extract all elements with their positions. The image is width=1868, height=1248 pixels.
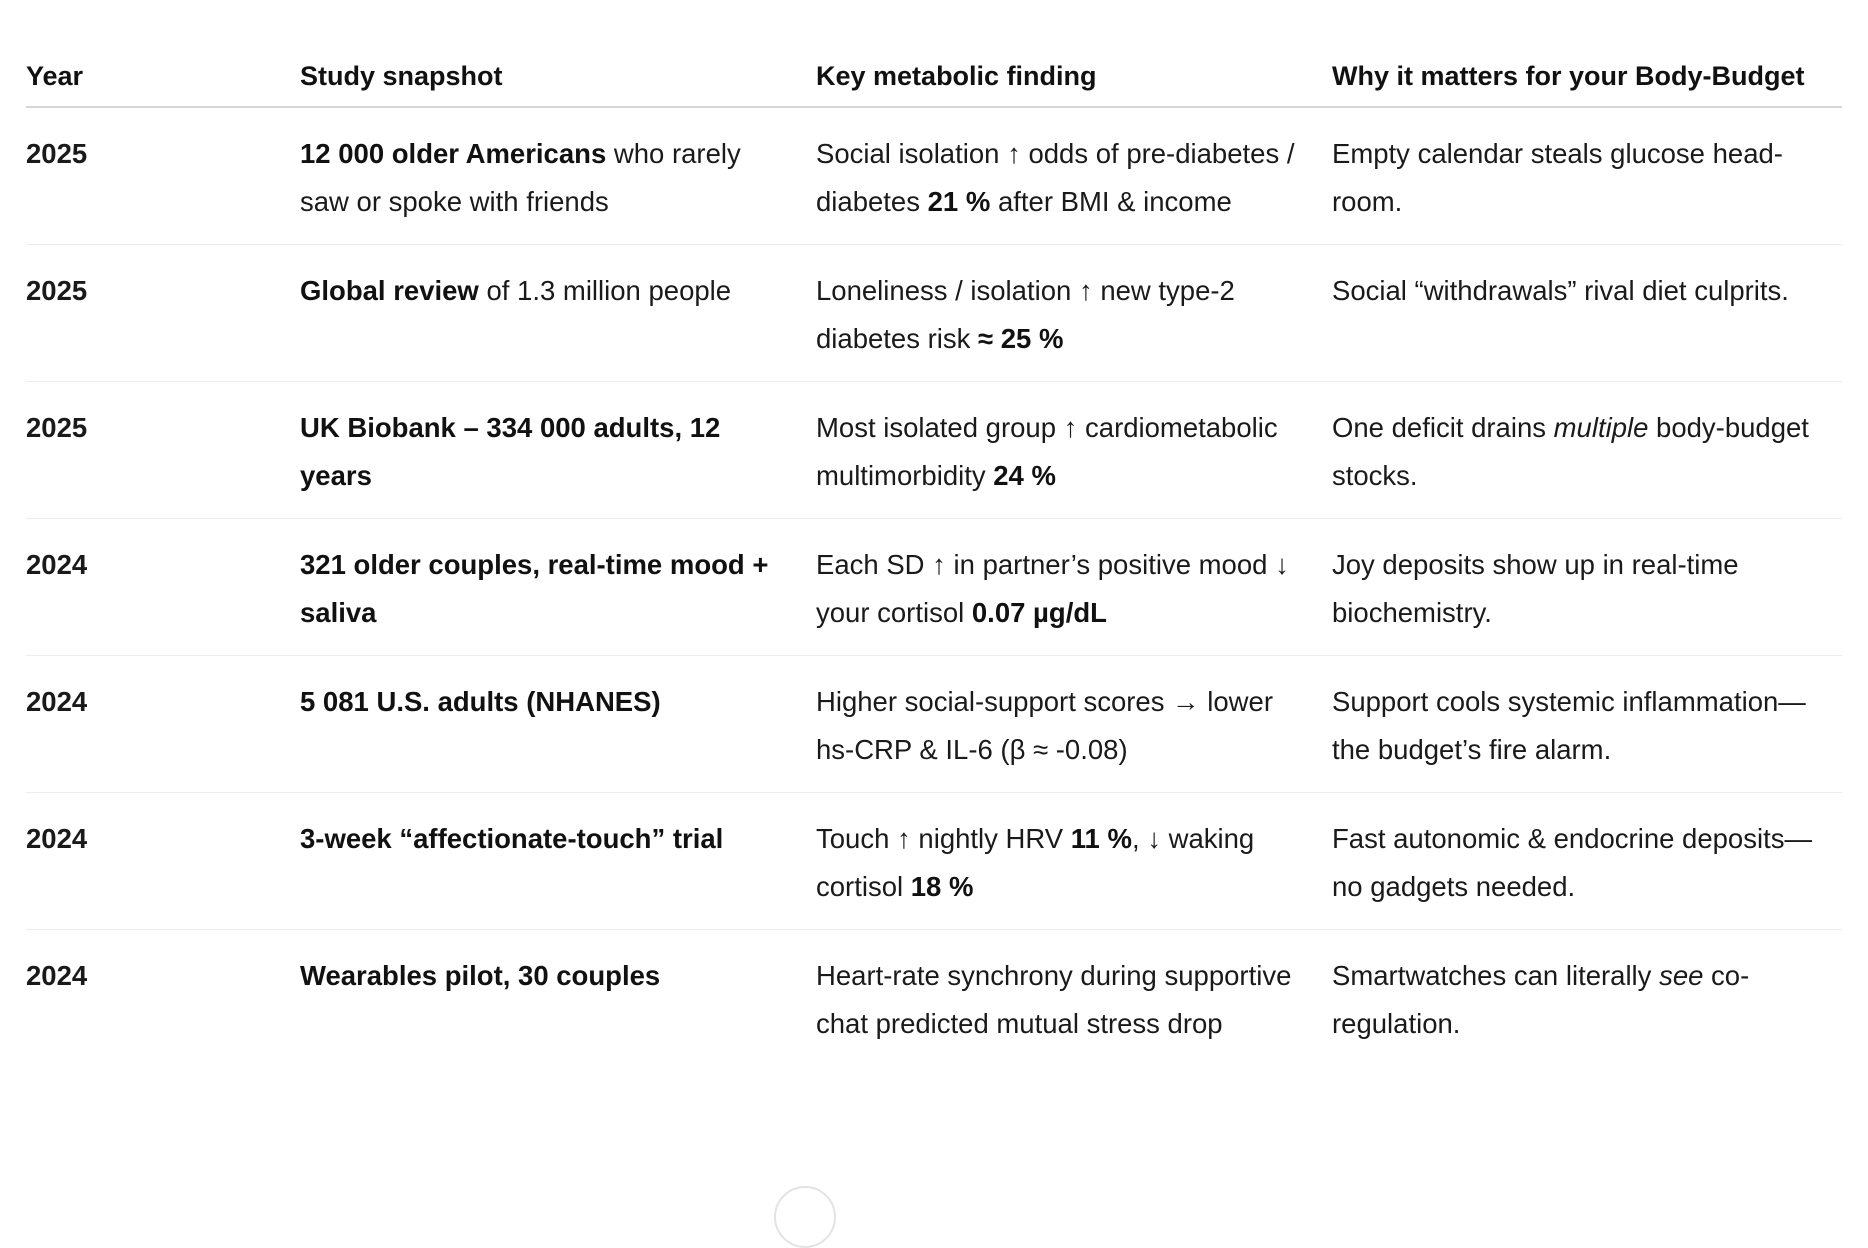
row-year: 2024 xyxy=(26,656,300,793)
row-study xyxy=(300,656,816,793)
table-row xyxy=(26,107,1842,245)
row-study xyxy=(300,793,816,930)
why-text: Fast autonomic & endocrine deposits—no gadgets needed. xyxy=(1332,823,1812,902)
header-year: Year xyxy=(26,0,300,107)
row-finding xyxy=(816,656,1332,793)
row-study xyxy=(300,930,816,1067)
row-why xyxy=(1332,656,1842,793)
finding-value: 11 % xyxy=(1070,823,1132,854)
scroll-down-button[interactable] xyxy=(774,1186,836,1248)
why-emphasis: multiple xyxy=(1553,412,1649,443)
table-row xyxy=(26,793,1842,930)
table-row xyxy=(26,656,1842,793)
header-row xyxy=(26,0,1842,107)
study-table xyxy=(26,0,1842,1066)
finding-text: Each SD ↑ in partner’s positive mood ↓ your cortisol xyxy=(816,549,1289,628)
why-text: One deficit drains xyxy=(1332,412,1554,443)
row-year: 2025 xyxy=(26,245,300,382)
study-highlight: Wearables pilot, 30 couples xyxy=(300,960,661,991)
why-text: Social “withdrawals” rival diet culprits. xyxy=(1332,275,1789,306)
finding-text: Most isolated group ↑ cardiometabolic multimorbidity xyxy=(816,412,1278,491)
row-study xyxy=(300,519,816,656)
row-why xyxy=(1332,793,1842,930)
row-year: 2024 xyxy=(26,960,88,991)
row-finding xyxy=(816,793,1332,930)
row-why xyxy=(1332,245,1842,382)
row-why xyxy=(1332,519,1842,656)
finding-value: 21 % xyxy=(927,186,991,217)
row-year: 2024 xyxy=(26,793,300,930)
finding-text: Heart-rate synchrony during supportive chat predicted mutual stress drop xyxy=(816,960,1292,1039)
why-text: Joy deposits show up in real-time biochemistry. xyxy=(1332,549,1739,628)
study-detail: of 1.3 million people xyxy=(478,275,732,306)
finding-value-2: 18 % xyxy=(910,871,974,902)
study-highlight: 321 older couples, real-time mood + saliva xyxy=(300,549,769,628)
row-year: 2025 xyxy=(26,382,300,519)
study-highlight: Global review xyxy=(300,275,479,306)
table-row xyxy=(26,930,1842,1067)
row-why xyxy=(1332,382,1842,519)
header-study: Study snapshot xyxy=(300,0,816,107)
finding-text: Loneliness / isolation ↑ new type-2 diabetes risk xyxy=(816,275,1235,354)
row-finding xyxy=(816,107,1332,245)
study-highlight: 3-week “affectionate-touch” trial xyxy=(300,823,724,854)
finding-value: ≈ 25 % xyxy=(978,323,1064,354)
study-highlight: UK Biobank – 334 000 adults, 12 years xyxy=(300,412,721,491)
table-row xyxy=(26,519,1842,656)
row-finding xyxy=(816,930,1332,1067)
row-finding xyxy=(816,245,1332,382)
finding-text: Social isolation ↑ odds of pre-diabetes / diabetes xyxy=(816,138,1295,217)
finding-text: Touch ↑ nightly HRV xyxy=(816,823,1071,854)
why-text: Support cools systemic inflammation—the budget’s fire alarm. xyxy=(1332,686,1806,765)
row-why xyxy=(1332,107,1842,245)
why-emphasis: see xyxy=(1659,960,1704,991)
table-row xyxy=(26,245,1842,382)
why-text: Smartwatches can literally xyxy=(1332,960,1660,991)
header-finding: Key metabolic finding xyxy=(816,0,1332,107)
row-finding xyxy=(816,382,1332,519)
table-row xyxy=(26,382,1842,519)
finding-text: Higher social-support scores → lower hs-CRP & IL-6 (β ≈ -0.08) xyxy=(816,686,1273,765)
row-year: 2024 xyxy=(26,519,300,656)
row-study xyxy=(300,107,816,245)
why-text-end: co-regulation. xyxy=(1332,960,1750,1039)
table-header xyxy=(26,0,1842,107)
study-highlight: 5 081 U.S. adults (NHANES) xyxy=(300,686,661,717)
row-study xyxy=(300,382,816,519)
finding-value: 0.07 µg/dL xyxy=(971,597,1107,628)
row-study xyxy=(300,245,816,382)
study-detail: who rarely saw or spoke with friends xyxy=(300,138,741,217)
why-text-end: body-budget stocks. xyxy=(1332,412,1809,491)
row-why xyxy=(1332,930,1842,1067)
study-highlight: 12 000 older Americans xyxy=(300,138,607,169)
finding-value: 24 % xyxy=(993,460,1056,491)
row-finding xyxy=(816,519,1332,656)
table-body xyxy=(26,107,1842,1066)
finding-text-end: after BMI & income xyxy=(990,186,1232,217)
row-year: 2025 xyxy=(26,107,300,245)
why-text: Empty calendar steals glucose head-room. xyxy=(1332,138,1783,217)
header-why: Why it matters for your Body-Budget xyxy=(1332,0,1842,107)
finding-text-mid: , ↓ waking cortisol xyxy=(816,823,1255,902)
study-table-container xyxy=(26,0,1842,1066)
